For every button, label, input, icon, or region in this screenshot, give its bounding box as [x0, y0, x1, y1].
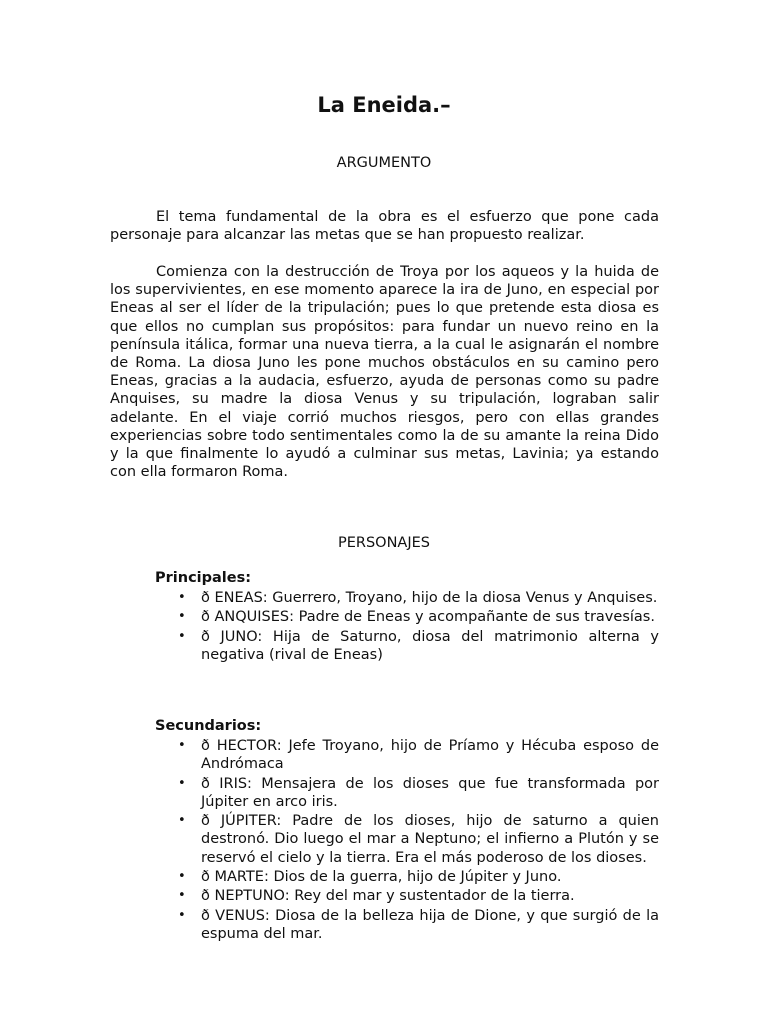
list-item [175, 868, 659, 886]
principales-list [175, 589, 659, 665]
list-item-text: ð IRIS: Mensajera de los dioses que fue transformada por Júpiter en arco iris. [201, 775, 659, 810]
list-item [175, 628, 659, 664]
bullet-icon: • [178, 813, 186, 829]
list-item-text: ð JÚPITER: Padre de los dioses, hijo de saturno a quien destronó. Dio luego el mar a Neptuno; el infierno a Plutón y se reservó el cielo y la tierra. Era el más poderoso de los dioses. [201, 813, 659, 866]
argumento-paragraph-1: El tema fundamental de la obra es el esfuerzo que pone cada personaje para alcanzar las metas que se han propuesto realizar. [110, 209, 659, 244]
bullet-icon: • [178, 738, 186, 753]
list-item-text: ð MARTE: Dios de la guerra, hijo de Júpiter y Juno. [201, 868, 562, 885]
subheading-secundarios: Secundarios: [155, 718, 262, 734]
bullet-icon: • [178, 907, 186, 923]
bullet-icon: • [178, 868, 186, 884]
bullet-icon: • [178, 609, 186, 625]
list-item [175, 907, 659, 943]
bullet-icon: • [178, 590, 186, 605]
document-title: La Eneida.– [317, 93, 451, 117]
list-item-text: ð HECTOR: Jefe Troyano, hijo de Príamo y Hécuba esposo de Andrómaca [201, 738, 659, 773]
secundarios-list [175, 737, 659, 944]
list-item-text: ð JUNO: Hija de Saturno, diosa del matrimonio alterna y negativa (rival de Eneas) [201, 628, 659, 663]
subheading-principales: Principales: [155, 570, 252, 586]
list-item [175, 812, 659, 867]
list-item [175, 589, 659, 607]
list-item [175, 608, 659, 626]
list-item-text: ð VENUS: Diosa de la belleza hija de Dione, y que surgió de la espuma del mar. [201, 907, 659, 942]
list-item-text: ð ENEAS: Guerrero, Troyano, hijo de la diosa Venus y Anquises. [201, 590, 658, 606]
list-item-text: ð ANQUISES: Padre de Eneas y acompañante de sus travesías. [201, 609, 655, 626]
list-item [175, 737, 659, 773]
bullet-icon: • [178, 888, 186, 904]
bullet-icon: • [178, 628, 186, 644]
section-heading-argumento: ARGUMENTO [336, 155, 432, 171]
bullet-icon: • [178, 775, 186, 791]
argumento-paragraph-2: Comienza con la destrucción de Troya por los aqueos y la huida de los supervivientes, en ese momento aparece la ira de Juno, en especial por Eneas al ser el líder de la tripulación; pues lo que pretende esta diosa es que ellos no cumplan sus propósitos: para fundar un nuevo reino en la península itálica, formar una nueva tierra, a la cual le asignarán el nombre de Roma. La diosa Juno les pone muchos obstáculos en su camino pero Eneas, gracias a la audacia, esfuerzo, ayuda de personas como su padre Anquises, su madre la diosa Venus y su tripulación, lograban salir adelante. En el viaje corrió muchos riesgos, pero con ellas grandes experiencias sobre todo sentimentales como la de su amante la reina Dido y la que finalmente lo ayudó a culminar sus metas, Lavinia; ya estando con ella formaron Roma. [110, 264, 659, 481]
list-item [175, 887, 659, 905]
section-heading-personajes: PERSONAJES [337, 535, 430, 551]
list-item-text: ð NEPTUNO: Rey del mar y sustentador de la tierra. [201, 888, 575, 905]
list-item [175, 775, 659, 811]
